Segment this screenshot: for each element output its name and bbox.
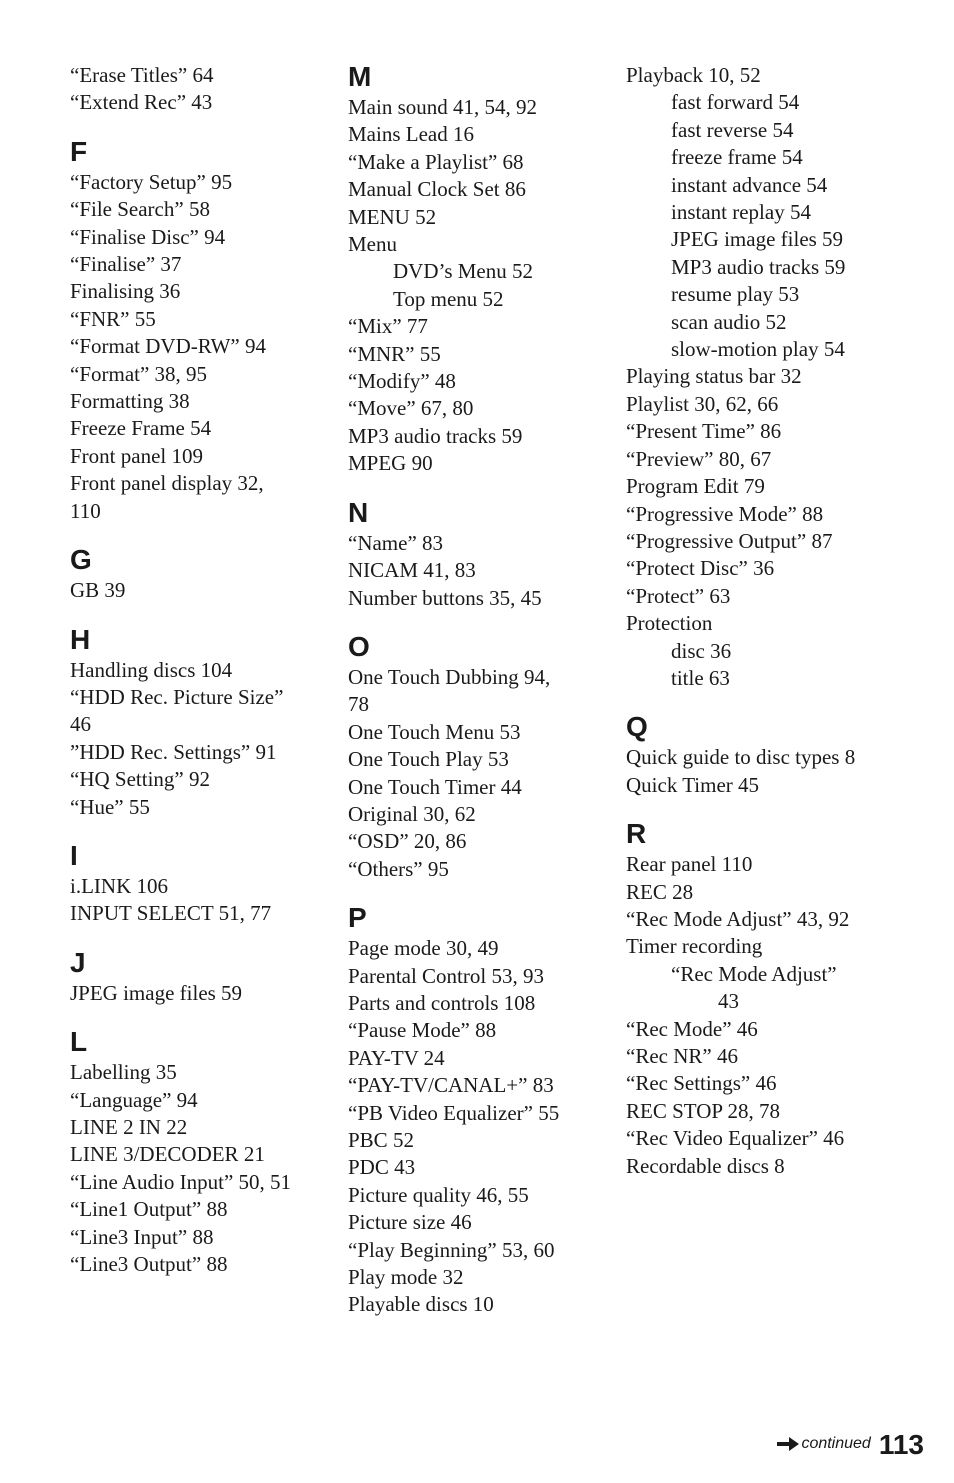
- index-entry: “Play Beginning” 53, 60: [348, 1237, 555, 1262]
- page-footer: [777, 1421, 924, 1461]
- index-entry: Program Edit 79: [626, 474, 765, 499]
- index-entry: “Line1 Output” 88: [70, 1197, 228, 1222]
- index-entry: Front panel 109: [70, 443, 203, 468]
- index-entry: NICAM 41, 83: [348, 558, 476, 583]
- index-entry: “OSD” 20, 86: [348, 829, 467, 854]
- section-letter: I: [70, 839, 78, 871]
- index-entry: “Extend Rec” 43: [70, 90, 213, 115]
- index-subentry: disc 36: [671, 638, 732, 663]
- index-entry: 110: [70, 498, 101, 523]
- index-subentry: DVD’s Menu 52: [393, 259, 533, 284]
- index-subentry: freeze frame 54: [671, 145, 803, 170]
- index-entry: PAY-TV 24: [348, 1045, 445, 1070]
- index-entry: “Rec Settings” 46: [626, 1071, 777, 1096]
- index-entry: One Touch Play 53: [348, 747, 509, 772]
- index-entry: Playlist 30, 62, 66: [626, 391, 779, 416]
- index-entry: “Protect” 63: [626, 583, 731, 608]
- index-entry: Timer recording: [626, 934, 763, 959]
- index-entry: MP3 audio tracks 59: [348, 423, 523, 448]
- index-entry: “Rec Mode Adjust” 43, 92: [626, 906, 850, 931]
- index-entry: “PAY-TV/CANAL+” 83: [348, 1073, 554, 1098]
- index-entry: “Others” 95: [348, 856, 449, 881]
- section-letter: G: [70, 544, 92, 576]
- index-entry: “MNR” 55: [348, 341, 441, 366]
- index-entry: One Touch Dubbing 94,: [348, 664, 551, 689]
- index-column-2: [348, 62, 610, 1319]
- index-entry: INPUT SELECT 51, 77: [70, 901, 272, 926]
- index-subentry: Top menu 52: [393, 286, 504, 311]
- index-entry: Number buttons 35, 45: [348, 585, 542, 610]
- index-subentry: scan audio 52: [671, 309, 787, 334]
- section-letter: O: [348, 630, 370, 662]
- index-entry: MENU 52: [348, 204, 437, 229]
- index-entry: LINE 3/DECODER 21: [70, 1142, 265, 1167]
- index-subentry: “Rec Mode Adjust”: [671, 961, 837, 986]
- index-entry: “HDD Rec. Picture Size”: [70, 684, 284, 709]
- index-entry: Picture quality 46, 55: [348, 1182, 529, 1207]
- section-letter: N: [348, 496, 369, 528]
- index-entry: “Finalise” 37: [70, 252, 182, 277]
- index-entry: Main sound 41, 54, 92: [348, 95, 537, 119]
- index-entry: i.LINK 106: [70, 873, 168, 898]
- index-entry: “Hue” 55: [70, 794, 150, 819]
- index-entry: Picture size 46: [348, 1210, 472, 1235]
- index-entry: Quick Timer 45: [626, 772, 760, 797]
- section-letter: J: [70, 946, 86, 978]
- index-entry: Playing status bar 32: [626, 364, 802, 389]
- index-entry: “Line Audio Input” 50, 51: [70, 1169, 292, 1194]
- index-entry: “File Search” 58: [70, 197, 210, 222]
- index-subentry: fast reverse 54: [671, 117, 794, 142]
- index-entry: Original 30, 62: [348, 801, 476, 826]
- index-entry: Handling discs 104: [70, 657, 233, 682]
- index-entry: “Format” 38, 95: [70, 361, 208, 386]
- index-entry: MPEG 90: [348, 451, 433, 476]
- index-entry: “Erase Titles” 64: [70, 63, 214, 87]
- index-entry: “Name” 83: [348, 530, 444, 555]
- index-entry: “PB Video Equalizer” 55: [348, 1100, 560, 1125]
- index-entry: “Rec Video Equalizer” 46: [626, 1126, 845, 1151]
- section-letter: Q: [626, 711, 648, 743]
- section-letter: P: [348, 902, 367, 934]
- page-number: 113: [878, 1429, 924, 1460]
- index-entry: REC 28: [626, 879, 694, 904]
- index-entry: 78: [348, 692, 369, 717]
- index-entry: “Rec NR” 46: [626, 1044, 738, 1068]
- section-letter: R: [626, 818, 647, 850]
- index-entry: Rear panel 110: [626, 852, 753, 877]
- index-entry: ”HDD Rec. Settings” 91: [70, 739, 277, 764]
- index-entry: “Present Time” 86: [626, 419, 782, 444]
- index-entry: Menu: [348, 232, 397, 257]
- index-entry: Recordable discs 8: [626, 1153, 785, 1178]
- index-entry: “Factory Setup” 95: [70, 169, 233, 194]
- index-subentry: JPEG image files 59: [671, 227, 844, 252]
- index-subentry: title 63: [671, 665, 730, 690]
- index-entry: “Line3 Input” 88: [70, 1224, 214, 1249]
- index-entry: Freeze Frame 54: [70, 416, 212, 441]
- index-entry: “Progressive Mode” 88: [626, 501, 824, 526]
- index-entry: Quick guide to disc types 8: [626, 745, 856, 770]
- index-entry: “Rec Mode” 46: [626, 1016, 758, 1041]
- index-entry: Front panel display 32,: [70, 471, 264, 496]
- index-entry: Labelling 35: [70, 1060, 177, 1085]
- index-entry: REC STOP 28, 78: [626, 1098, 781, 1123]
- index-entry: “HQ Setting” 92: [70, 767, 210, 792]
- right-arrow-icon: [777, 1437, 799, 1451]
- index-entry: JPEG image files 59: [70, 980, 243, 1005]
- index-column-1: [70, 62, 332, 1278]
- index-subentry: fast forward 54: [671, 90, 800, 115]
- index-entry: Play mode 32: [348, 1265, 464, 1290]
- index-entry: Formatting 38: [70, 389, 190, 414]
- index-entry: “Make a Playlist” 68: [348, 149, 524, 174]
- section-letter: F: [70, 135, 88, 167]
- index-entry: Parental Control 53, 93: [348, 963, 544, 988]
- index-subentry: instant replay 54: [671, 200, 811, 225]
- index-entry: “Format DVD-RW” 94: [70, 334, 266, 359]
- section-letter: M: [348, 61, 372, 92]
- index-entry: PBC 52: [348, 1128, 414, 1152]
- index-entry: Protection: [626, 611, 713, 636]
- index-subentry: resume play 53: [671, 282, 800, 307]
- index-entry: “Protect Disc” 36: [626, 556, 775, 581]
- index-entry: “Modify” 48: [348, 369, 456, 394]
- index-entry: “Move” 67, 80: [348, 396, 474, 421]
- index-entry: Manual Clock Set 86: [348, 177, 526, 202]
- index-entry: “Language” 94: [70, 1087, 198, 1112]
- index-entry: “Line3 Output” 88: [70, 1252, 228, 1276]
- section-letter: L: [70, 1026, 88, 1058]
- index-entry: One Touch Timer 44: [348, 774, 522, 799]
- index-entry: Playback 10, 52: [626, 63, 761, 87]
- index-entry: “Finalise Disc” 94: [70, 224, 226, 249]
- index-entry: One Touch Menu 53: [348, 719, 521, 744]
- index-entry: “Pause Mode” 88: [348, 1018, 497, 1043]
- index-subentry: slow-motion play 54: [671, 337, 845, 362]
- index-subentry: 43: [718, 989, 739, 1014]
- continued-label: continued: [801, 1435, 871, 1452]
- index-entry: Page mode 30, 49: [348, 936, 499, 961]
- index-entry: Playable discs 10: [348, 1292, 494, 1317]
- index-entry: PDC 43: [348, 1155, 416, 1180]
- index-entry: “Mix” 77: [348, 314, 428, 339]
- index-entry: “Progressive Output” 87: [626, 528, 833, 553]
- index-column-3: [626, 62, 926, 1180]
- index-subentry: instant advance 54: [671, 172, 828, 197]
- index-entry: “Preview” 80, 67: [626, 446, 772, 471]
- index-entry: GB 39: [70, 578, 126, 603]
- index-entry: Parts and controls 108: [348, 990, 536, 1015]
- index-entry: “FNR” 55: [70, 306, 156, 331]
- index-entry: LINE 2 IN 22: [70, 1114, 188, 1139]
- index-entry: Mains Lead 16: [348, 122, 474, 147]
- continued-note: [777, 1435, 870, 1453]
- section-letter: H: [70, 623, 91, 655]
- index-entry: Finalising 36: [70, 279, 181, 304]
- index-subentry: MP3 audio tracks 59: [671, 254, 846, 279]
- index-entry: 46: [70, 712, 91, 737]
